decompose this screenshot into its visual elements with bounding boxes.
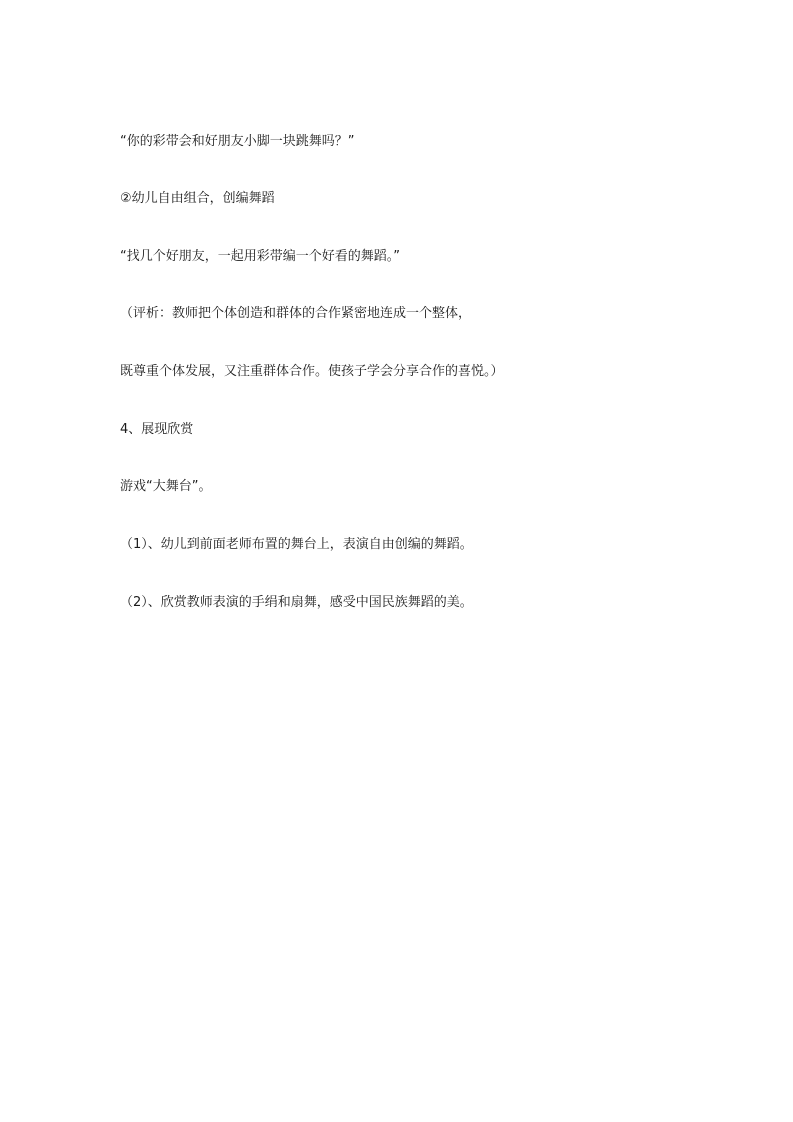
paragraph-instruction: “找几个好朋友，一起用彩带编一个好看的舞蹈。” [120, 249, 400, 264]
paragraph-commentary-start: （评析：教师把个体创造和群体的合作紧密地连成一个整体， [120, 306, 472, 321]
paragraph-game-title: 游戏“大舞台”。 [120, 479, 212, 494]
paragraph-step-free-grouping: ②幼儿自由组合，创编舞蹈 [120, 191, 275, 206]
paragraph-question: “你的彩带会和好朋友小脚一块跳舞吗？” [120, 134, 355, 149]
list-item-2: （2）、欣赏教师表演的手绢和扇舞，感受中国民族舞蹈的美。 [120, 595, 473, 610]
section-heading-showcase: 4、展现欣赏 [120, 422, 194, 437]
list-item-1: （1）、幼儿到前面老师布置的舞台上，表演自由创编的舞蹈。 [120, 537, 473, 552]
paragraph-commentary-end: 既尊重个体发展，又注重群体合作。使孩子学会分享合作的喜悦。） [120, 364, 504, 379]
